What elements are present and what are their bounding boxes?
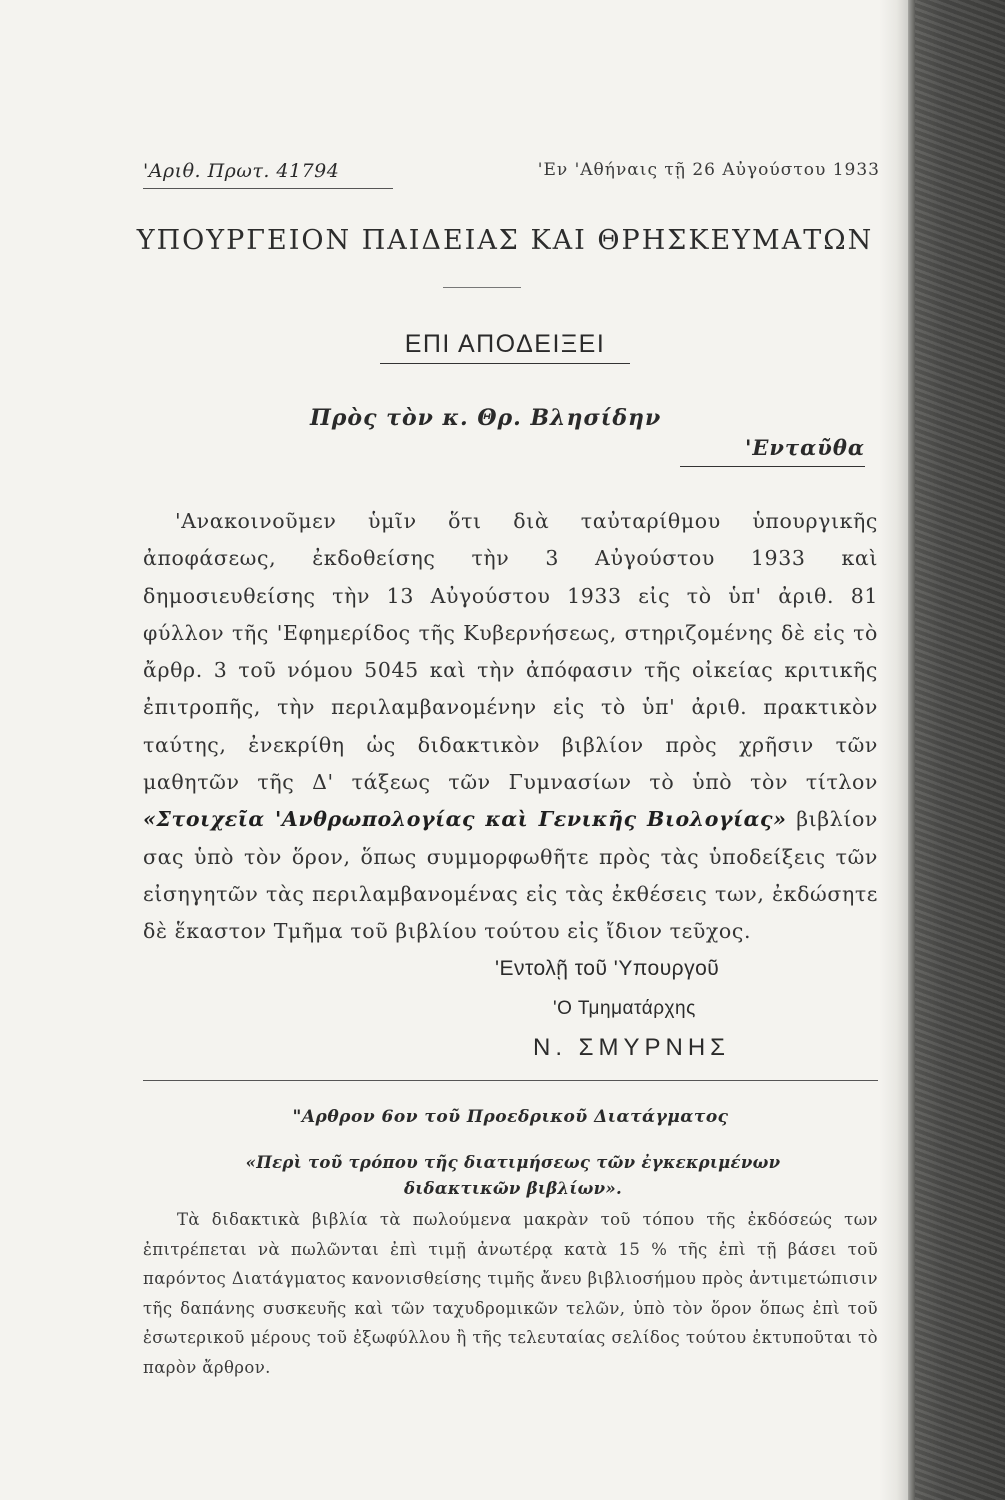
letter-body-part1: 'Ανακοινοῦμεν ὑμῖν ὅτι διὰ ταὐταρίθμου ὑπουργικῆς ἀποφάσεως, ἐκδοθείσης τὴν 3 Αὐγούστου 1933 καὶ δημοσιευθείσης τὴν 13 Αὐγούστου 1933 εἰς τὸ ὑπ' ἀριθ. 81 φύλλον τῆς 'Εφημερίδος τῆς Κυβερνήσεως, στηριζομένης δὲ εἰς τὸ ἄρθρ. 3 τοῦ νόμου 5045 καὶ τὴν ἀπόφασιν τῆς οἰκείας κριτικῆς ἐπιτροπῆς, τὴν περιλαμβανομένην εἰς τὸ ὑπ' ἀριθ. πρακτικὸν ταύτης, ἐνεκρίθη ὡς διδακτικὸν βιβλίον πρὸς χρῆσιν τῶν μαθητῶν τῆς Δ' τάξεως τῶν Γυμνασίων τὸ ὑπὸ τὸν τίτλον — [143, 509, 878, 795]
signature-line-2: 'Ο Τμηματάρχης — [553, 998, 696, 1019]
letter-body-part2: βιβλίον σας ὑπὸ τὸν ὅρον, ὅπως συμμορφωθῆτε πρὸς τὰς ὑποδείξεις τῶν εἰσηγητῶν τὰς περιλαμβανομένας εἰς τὰς ἐκθέσεις των, ἐκδώσητε δὲ ἕκαστον Τμῆμα τοῦ βιβλίου τούτου εἰς ἴδιον τεῦχος. — [143, 807, 878, 944]
article-title: "Αρθρον 6ον τοῦ Προεδρικοῦ Διατάγματος — [292, 1107, 729, 1127]
book-title: «Στοιχεῖα 'Ανθρωπολογίας καὶ Γενικῆς Βιολογίας» — [143, 807, 787, 832]
signature-line-1: 'Εντολῇ τοῦ 'Υπουργοῦ — [495, 957, 720, 980]
signatory-name: Ν. ΣΜΥΡΝΗΣ — [533, 1034, 731, 1061]
letter-body — [143, 503, 878, 951]
divider — [443, 287, 521, 288]
ministry-title: ΥΠΟΥΡΓΕΙΟΝ ΠΑΙΔΕΙΑΣ ΚΑΙ ΘΡΗΣΚΕΥΜΑΤΩΝ — [136, 225, 874, 256]
section-divider — [143, 1080, 878, 1081]
document-heading: ΕΠΙ ΑΠΟΔΕΙΞΕΙ — [380, 330, 630, 364]
place-date: 'Εν 'Αθήναις τῇ 26 Αὐγούστου 1933 — [537, 160, 880, 180]
addressee-location: 'Ενταῦθα — [680, 435, 865, 467]
protocol-number: 'Αριθ. Πρωτ. 41794 — [143, 160, 393, 189]
spine-texture — [915, 0, 1005, 1500]
article-subtitle: «Περὶ τοῦ τρόπου τῆς διατιμήσεως τῶν ἐγκεκριμένων διδακτικῶν βιβλίων». — [245, 1153, 781, 1198]
addressee: Πρὸς τὸν κ. Θρ. Βλησίδην — [310, 405, 662, 431]
article-body: Τὰ διδακτικὰ βιβλία τὰ πωλούμενα μακρὰν τοῦ τόπου τῆς ἐκδόσεώς των ἐπιτρέπεται νὰ πωλῶνται ἐπὶ τιμῇ ἀνωτέρᾳ κατὰ 15 % τῆς ἐπὶ τῇ βάσει τοῦ παρόντος Διατάγματος κανονισθείσης τιμῆς ἄνευ βιβλιοσήμου πρὸς ἀντιμετώπισιν τῆς δαπάνης συσκευῆς καὶ τῶν ταχυδρομικῶν τελῶν, ὑπὸ τὸν ὅρον ὅπως ἐπὶ τοῦ ἐσωτερικοῦ μέρους τοῦ ἐξωφύλλου ἢ τῆς τελευταίας σελίδος τούτου ἐκτυποῦται τὸ παρὸν ἄρθρον. — [143, 1210, 878, 1377]
